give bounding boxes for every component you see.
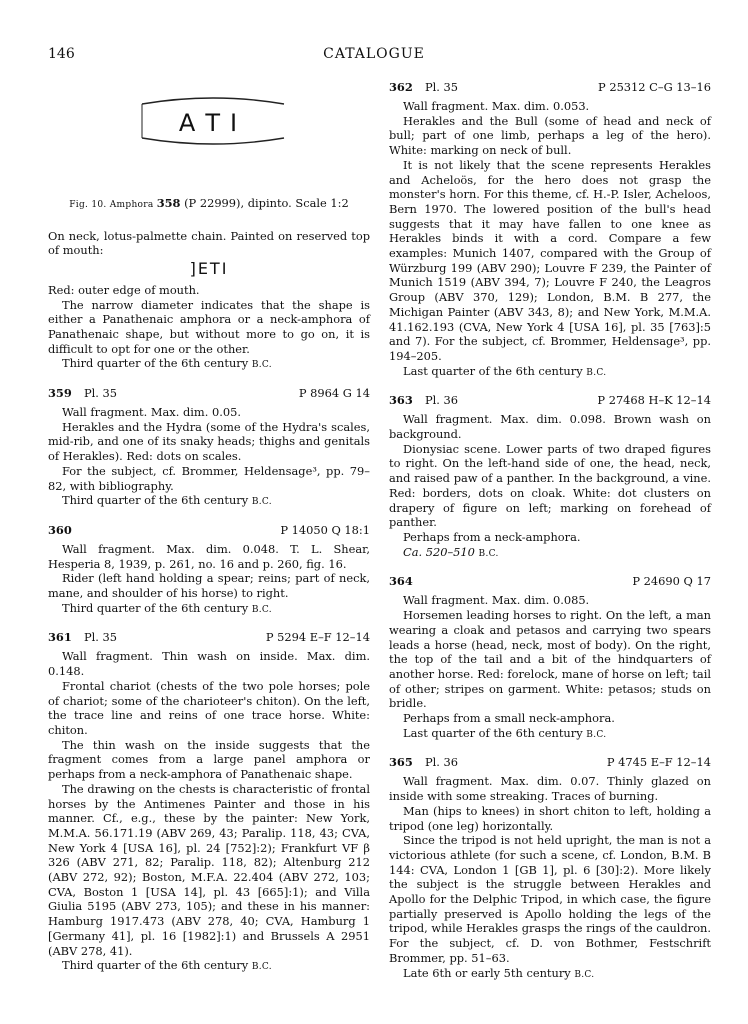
- dipinto-drawing: [138, 90, 288, 150]
- entry-363-text: Dionysiac scene. Lower parts of two draped figures to right. On the left-hand side of one, the head, neck, and raised paw of a panther. In the background, a vine. Red: borders, dots on cloak. White: dot clusters on drapery of figure on left; marking on forehead of panther.: [389, 441, 711, 530]
- entry-365-text: Since the tripod is not held upright, the man is not a victorious athlete (for such a scene, cf. London, B.M. B 144: CVA, London 1 [GB 1], pl. 6 [30]:2). More likely the subject is the struggle between Herakles and Apollo for the Delphic Tripod, in which case, the figure partially preserved is Apollo holding the legs of the tripod, while Herakles grasps the rings of the cauldron. For the subject, cf. D. von Bothmer, Festschrift Brommer, pp. 51–63.: [389, 833, 712, 965]
- entry-360-text: Wall fragment. Max. dim. 0.048. T. L. Shear, Hesperia 8, 1939, p. 261, no. 16 and p. 260, fig. 16.: [48, 541, 370, 571]
- entry-361-text: The drawing on the chests is characteristic of frontal horses by the Antimenes Painter and those in his manner. Cf., e.g., these by the painter: New York, M.M.A. 56.171.19 (ABV 269, 43; Paralip. 118, 43; CVA, New York 4 [USA 16], pl. 24 [752]:2); Frankfurt VF β 326 (ABV 271, 82; Paralip. 118, 82); Altenburg 212 (ABV 272, 92); Boston, M.F.A. 22.404 (ABV 272, 103; CVA, Boston 1 [USA 14], pl. 43 [665]:1); and Villa Giulia 5195 (ABV 273, 105); and these in his manner: Hamburg 1917.473 (ABV 278, 40; CVA, Hamburg 1 [Germany 41], pl. 16 [1982]:1) and Brussels A 2951 (ABV 278, 41).: [48, 781, 370, 958]
- dipinto-inscription: ΑΤΙ: [178, 109, 248, 137]
- entry-363-date: Ca. 520–510 B.C.: [403, 544, 499, 559]
- entry-361-text: Frontal chariot (chests of the two pole horses; pole of chariot; some of the charioteer's chiton). On the left, the trace line and reins of one trace horse. White: chiton.: [48, 678, 370, 737]
- entry-364-text: Horsemen leading horses to right. On the left, a man wearing a cloak and petasos and carrying two spears leads a horse (head, neck, most of body). On the right, the top of the tail and a bit of the hindquarters of another horse. Red: forelock, mane of horse on left; tail of other; stripes on garment. White: petasos; studs on bridle.: [389, 608, 711, 711]
- entry-360-header: 360 P 14050 Q 18:1: [48, 522, 370, 537]
- entry-365-text: Man (hips to knees) in short chiton to left, holding a tripod (one leg) horizontally.: [389, 803, 711, 833]
- left-column: [48, 78, 370, 975]
- entry-360-date: Third quarter of the 6th century B.C.: [62, 600, 272, 615]
- page-number: 146: [48, 46, 75, 62]
- entry-359-date: Third quarter of the 6th century B.C.: [62, 493, 272, 508]
- right-column: [389, 78, 711, 982]
- running-head: [48, 46, 700, 66]
- entry-361-date: Third quarter of the 6th century B.C.: [62, 958, 272, 973]
- entry-362-text: It is not likely that the scene represents Herakles and Acheloös, for the hero does not grasp the monster's horn. For this theme, cf. H.-P. Isler, Acheloos, Bern 1970. The lowered position of the bull's head suggests that it may have fallen to one knee as Herakles binds it with a cord. Compare a few examples: Munich 1407, compared with the Group of Würzburg 199 (ABV 290); Louvre F 239, the Painter of Munich 1519 (ABV 394, 7); Louvre F 240, the Leagros Group (ABV 370, 129); London, B.M. B 277, the Michigan Painter (ABV 343, 8); and New York, M.M.A. 41.162.193 (CVA, New York 4 [USA 16], pl. 35 [763]:5 and 7). For the subject, cf. Brommer, Heldensage³, pp. 194–205.: [389, 157, 711, 363]
- entry-362-header: 362 Pl. 35 P 25312 C–G 13–16: [389, 80, 711, 94]
- entry-362-text: Wall fragment. Max. dim. 0.053.: [403, 99, 590, 113]
- entry-361-text: The thin wash on the inside suggests that the fragment comes from a large panel amphora or perhaps from a neck-amphora of Panathenaic shape.: [48, 737, 370, 782]
- page-title: CATALOGUE: [323, 46, 425, 62]
- entry-358-text: Red: outer edge of mouth.: [48, 282, 200, 297]
- entry-364-text: Perhaps from a small neck-amphora.: [403, 711, 615, 726]
- entry-359-text: Wall fragment. Max. dim. 0.05.: [62, 405, 241, 420]
- entry-358-date: Third quarter of the 6th century B.C.: [62, 356, 272, 371]
- entry-364-date: Last quarter of the 6th century B.C.: [403, 725, 607, 740]
- entry-361-header: 361 Pl. 35 P 5294 E–F 12–14: [48, 630, 370, 645]
- entry-365-date: Late 6th or early 5th century B.C.: [403, 965, 595, 980]
- entry-362-date: Last quarter of the 6th century B.C.: [403, 363, 607, 378]
- entry-358-dipinto: ]ΕΤΙ: [189, 259, 229, 279]
- entry-359-text: Herakles and the Hydra (some of the Hydra's scales, mid-rib, and one of its snaky heads; thighs and genitals of Herakles). Red: dots on scales.: [48, 419, 370, 464]
- entry-364-text: Wall fragment. Max. dim. 0.085.: [403, 593, 590, 608]
- entry-363-text: Perhaps from a neck-amphora.: [403, 529, 581, 544]
- entry-359-text: For the subject, cf. Brommer, Heldensage³, pp. 79–82, with bibliography.: [48, 463, 370, 493]
- figure-10: [48, 78, 370, 196]
- entry-358-text: On neck, lotus-palmette chain. Painted on reserved top of mouth:: [48, 228, 370, 258]
- figure-caption: Fig. 10. Amphora 358 (P 22999), dipinto. Scale 1:2: [69, 196, 349, 210]
- entry-359-header: 359 Pl. 35 P 8964 G 14: [48, 386, 370, 401]
- entry-364-header: 364 P 24690 Q 17: [389, 574, 711, 589]
- entry-362-text: Herakles and the Bull (some of head and neck of bull; part of one limb, perhaps a leg of the hero). White: marking on neck of bull.: [389, 113, 711, 158]
- entry-363-text: Wall fragment. Max. dim. 0.098. Brown wash on background.: [389, 412, 711, 442]
- entry-363-header: 363 Pl. 36 P 27468 H–K 12–14: [389, 393, 711, 408]
- entry-360-text: Rider (left hand holding a spear; reins; part of neck, mane, and shoulder of his horse) to right.: [48, 571, 370, 601]
- entry-358-text: The narrow diameter indicates that the shape is either a Panathenaic amphora or a neck-amphora of Panathenaic shape, but without more to go on, it is difficult to opt for one or the other.: [48, 297, 370, 356]
- entry-365-header: 365 Pl. 36 P 4745 E–F 12–14: [389, 755, 711, 770]
- entry-365-text: Wall fragment. Max. dim. 0.07. Thinly glazed on inside with some streaking. Traces of burning.: [389, 774, 711, 804]
- entry-361-text: Wall fragment. Thin wash on inside. Max. dim. 0.148.: [48, 649, 370, 679]
